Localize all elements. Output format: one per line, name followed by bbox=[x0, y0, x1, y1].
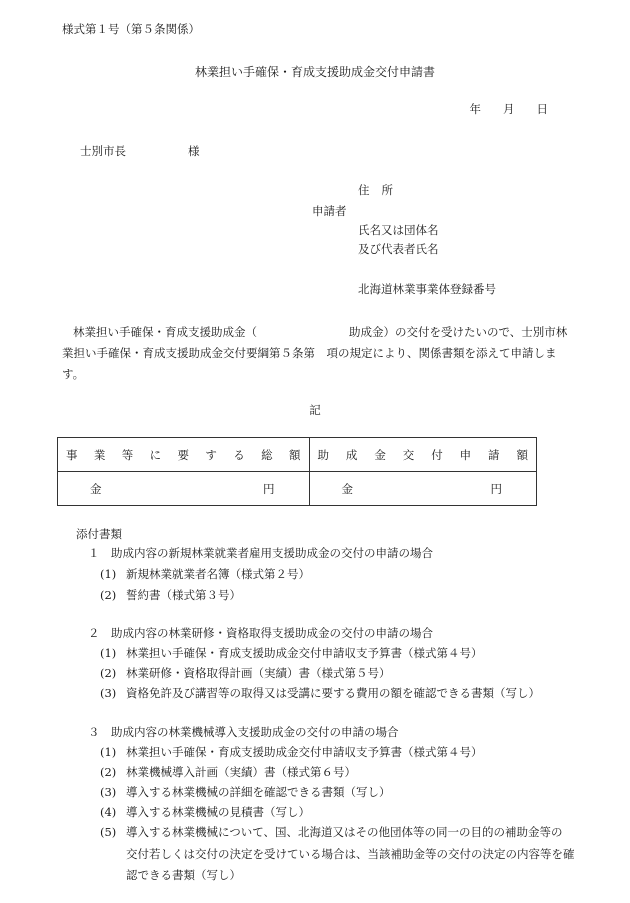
applicant-name-label: 氏名又は団体名 bbox=[358, 223, 439, 237]
list-item: (2) 誓約書（様式第３号） bbox=[100, 588, 241, 602]
address-char: 住 bbox=[358, 183, 382, 197]
header-char: に bbox=[149, 447, 162, 462]
applicant-registration-label: 北海道林業事業体登録番号 bbox=[358, 282, 496, 296]
attachment-section-3: ３ 助成内容の林業機械導入支援助成金の交付の申請の場合 bbox=[88, 725, 399, 739]
header-char: 請 bbox=[488, 447, 500, 462]
grant-amount-header-text bbox=[310, 447, 537, 463]
total-cost-header-text bbox=[58, 447, 309, 463]
header-char: 要 bbox=[177, 447, 189, 462]
total-cost-header bbox=[58, 438, 310, 472]
total-cost-cell[interactable] bbox=[58, 472, 310, 506]
header-char: 成 bbox=[345, 447, 358, 462]
header-char: る bbox=[233, 447, 245, 462]
list-item: (1) 新規林業就業者名簿（様式第２号） bbox=[100, 567, 310, 581]
attachment-section-1: １ 助成内容の新規林業就業者雇用支援助成金の交付の申請の場合 bbox=[88, 546, 433, 560]
date-day: 日 bbox=[536, 102, 548, 116]
header-char: 金 bbox=[374, 447, 386, 462]
attachment-section-2: ２ 助成内容の林業研修・資格取得支援助成金の交付の申請の場合 bbox=[88, 626, 433, 640]
list-item: (3) 導入する林業機械の詳細を確認できる書類（写し） bbox=[100, 785, 391, 799]
header-char: 等 bbox=[121, 447, 134, 462]
application-statement: 林業担い手確保・育成支援助成金（ 助成金）の交付を受けたいので、士別市林業担い手確保・育成支援助成金交付要綱第５条第 項の規定により、関係書類を添えて申請します。 bbox=[62, 325, 568, 381]
en-label: 円 bbox=[490, 481, 502, 496]
applicant-address-label bbox=[358, 185, 405, 197]
header-char: 申 bbox=[459, 447, 472, 462]
list-item: (2) 林業研修・資格取得計画（実績）書（様式第５号） bbox=[100, 666, 391, 680]
header-char: 事 bbox=[66, 447, 78, 462]
list-item-continuation: 交付若しくは交付の決定を受けている場合は、当該補助金等の交付の決定の内容等を確 bbox=[126, 847, 575, 861]
list-item-continuation: 認できる書類（写し） bbox=[126, 868, 241, 882]
header-char: 交 bbox=[402, 447, 415, 462]
table-value-row bbox=[58, 472, 537, 506]
header-char: 額 bbox=[516, 447, 528, 462]
amount-table bbox=[57, 437, 537, 506]
addressee-name: 士別市長 bbox=[80, 144, 126, 158]
kin-label: 金 bbox=[90, 481, 102, 496]
header-char: 付 bbox=[431, 447, 443, 462]
attachments-title: 添付書類 bbox=[76, 527, 122, 541]
header-char: 額 bbox=[289, 447, 301, 462]
applicant-label: 申請者 bbox=[312, 204, 347, 218]
ki-heading: 記 bbox=[309, 403, 321, 417]
list-item: (1) 林業担い手確保・育成支援助成金交付申請収支予算書（様式第４号） bbox=[100, 745, 483, 759]
document-title: 林業担い手確保・育成支援助成金交付申請書 bbox=[194, 65, 435, 79]
list-item: (2) 林業機械導入計画（実績）書（様式第６号） bbox=[100, 765, 356, 779]
addressee bbox=[80, 146, 200, 158]
date-line bbox=[448, 104, 549, 116]
list-item: (4) 導入する林業機械の見積書（写し） bbox=[100, 805, 310, 819]
header-char: す bbox=[205, 447, 217, 462]
grant-amount-header bbox=[309, 438, 537, 472]
kin-label: 金 bbox=[341, 481, 353, 496]
address-char: 所 bbox=[381, 183, 405, 197]
date-year: 年 bbox=[469, 102, 481, 116]
applicant-representative-label: 及び代表者氏名 bbox=[358, 242, 439, 256]
header-char: 総 bbox=[261, 447, 273, 462]
list-item: (3) 資格免許及び講習等の取得又は受講に要する費用の額を確認できる書類（写し） bbox=[100, 686, 540, 700]
grant-amount-cell[interactable] bbox=[309, 472, 537, 506]
date-month: 月 bbox=[503, 102, 515, 116]
header-char: 業 bbox=[93, 447, 106, 462]
table-header-row bbox=[58, 438, 537, 472]
list-item: (5) 導入する林業機械について、国、北海道又はその他団体等の同一の目的の補助金等の bbox=[100, 825, 563, 839]
header-char: 助 bbox=[317, 447, 329, 462]
addressee-suffix: 様 bbox=[188, 144, 200, 158]
form-number: 様式第１号（第５条関係） bbox=[62, 22, 200, 36]
list-item: (1) 林業担い手確保・育成支援助成金交付申請収支予算書（様式第４号） bbox=[100, 646, 483, 660]
en-label: 円 bbox=[263, 481, 275, 496]
